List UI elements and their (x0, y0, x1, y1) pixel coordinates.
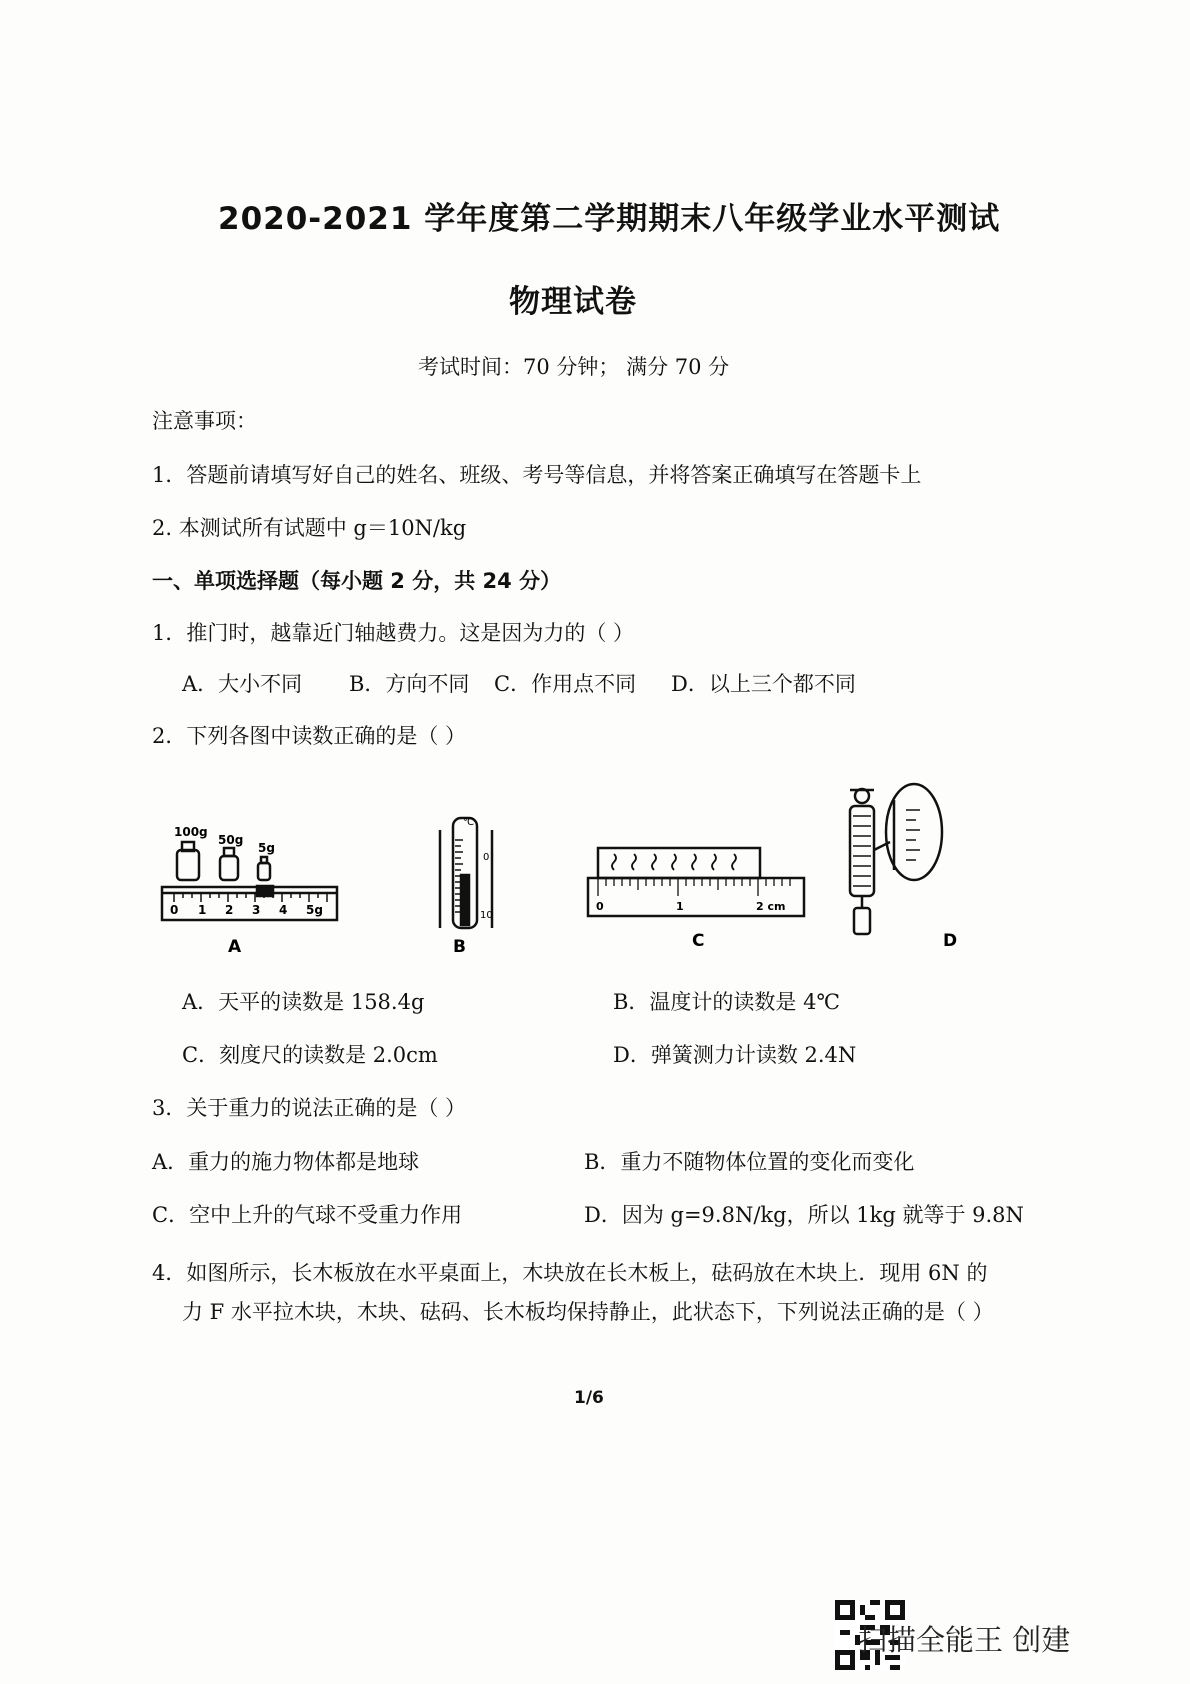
note-item: 2. 本测试所有试题中 g＝10N/kg (152, 516, 467, 540)
option-c: C．空中上升的气球不受重力作用 (152, 1203, 463, 1227)
scale-tick-label: 2 (225, 903, 234, 917)
option-c: C．作用点不同 (494, 672, 637, 696)
question-stem: 3．关于重力的说法正确的是（ ） (152, 1096, 467, 1120)
question-stem: 1．推门时，越靠近门轴越费力。这是因为力的（ ） (152, 621, 635, 645)
figure-label-b: B (453, 937, 466, 957)
thermometer-mark: 10 (480, 910, 493, 921)
option-a: A．天平的读数是 158.4g (182, 990, 425, 1014)
ruler-mark: 2 cm (756, 900, 786, 913)
question-stem: 2．下列各图中读数正确的是（ ） (152, 724, 467, 748)
option-a: A．重力的施力物体都是地球 (152, 1150, 420, 1174)
weight-label: 50g (218, 833, 244, 847)
scale-tick-label: 1 (198, 903, 207, 917)
scale-tick-label: 3 (252, 903, 261, 917)
exam-title: 2020-2021 学年度第二学期期末八年级学业水平测试 (218, 201, 1001, 237)
option-d: D．以上三个都不同 (671, 672, 856, 696)
notes-heading: 注意事项： (152, 409, 257, 433)
thermometer-unit: ℃ (463, 817, 475, 828)
weight-label: 100g (174, 825, 208, 839)
figure-label-c: C (692, 931, 705, 951)
ruler-mark: 1 (676, 900, 684, 913)
ruler-mark: 0 (596, 900, 604, 913)
note-item: 1．答题前请填写好自己的姓名、班级、考号等信息，并将答案正确填写在答题卡上 (152, 463, 922, 487)
scale-tick-label: 0 (170, 903, 179, 917)
scanner-watermark: 扫描全能王 创建 (858, 1623, 1071, 1657)
question-stem: 4．如图所示，长木板放在水平桌面上，木块放在长木板上，砝码放在木块上．现用 6N 的 (152, 1261, 988, 1285)
exam-info: 考试时间：70 分钟； 满分 70 分 (418, 355, 730, 379)
option-c: C．刻度尺的读数是 2.0cm (182, 1043, 438, 1067)
option-b: B．温度计的读数是 4℃ (613, 990, 840, 1014)
page-number: 1/6 (574, 1388, 604, 1408)
section-heading: 一、单项选择题（每小题 2 分，共 24 分） (152, 569, 562, 593)
figure-d-spring-scale (850, 784, 942, 934)
figure-label-d: D (943, 931, 958, 951)
thermometer-mark: 0 (483, 852, 490, 863)
weight-label: 5g (258, 841, 275, 855)
scale-tick-label: 4 (279, 903, 288, 917)
option-b: B．重力不随物体位置的变化而变化 (584, 1150, 915, 1174)
option-d: D．弹簧测力计读数 2.4N (613, 1043, 857, 1067)
reading-figures (150, 780, 1020, 960)
option-d: D．因为 g=9.8N/kg，所以 1kg 就等于 9.8N (584, 1203, 1024, 1227)
question-stem-continued: 力 F 水平拉木块，木块、砝码、长木板均保持静止，此状态下，下列说法正确的是（ ） (182, 1300, 994, 1324)
scale-tick-label: 5g (306, 903, 323, 917)
option-b: B．方向不同 (349, 672, 470, 696)
exam-subtitle: 物理试卷 (509, 284, 637, 320)
option-a: A．大小不同 (182, 672, 303, 696)
figure-label-a: A (228, 937, 242, 957)
